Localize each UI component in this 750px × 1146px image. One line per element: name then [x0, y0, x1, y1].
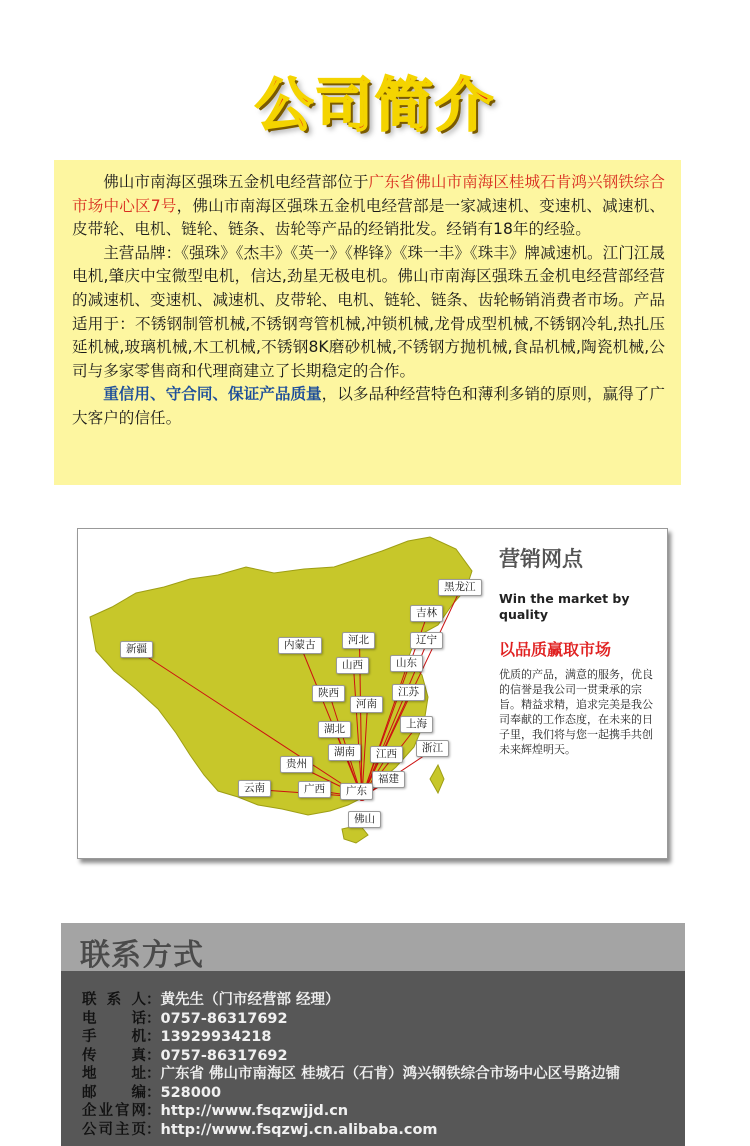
marketing-description: 优质的产品，满意的服务，优良的信誉是我公司一贯秉承的宗旨。精益求精，追求完美是我公司奉献的工作态度，在未来的日子里，我们将与您一起携手共创未来辉煌明天。 [499, 668, 653, 756]
contact-row-phone: 电话 ： 0757-86317692 [82, 1010, 288, 1027]
company-intro [54, 160, 681, 485]
province-label-xinjiang: 新疆 [120, 641, 153, 658]
contact-label: 手机 [82, 1029, 146, 1045]
province-label-jiangsu: 江苏 [392, 684, 425, 701]
marketing-slogan: 以品质赢取市场 [499, 640, 612, 659]
intro-text: ，以多品种经营特色和薄利多销的原则，赢得了广大客户的信任。 [72, 385, 665, 427]
province-label-shandong: 山东 [390, 655, 423, 672]
marketing-english-line: Win the market by quality [499, 591, 630, 622]
contact-rows [82, 991, 682, 1139]
intro-paragraph-2: 主营品牌：《强珠》《杰丰》《英一》《桦锋》《珠一丰》《珠丰》牌减速机。江门江晟电机,肇庆中宝微型电机，信达,劲星无极电机。佛山市南海区强珠五金机电经营部经营的减速机、变速机、减速机、皮带轮、电机、链轮、链条、齿轮畅销消费者市场。产品适用于：不锈钢制管机械,不锈钢弯管机械,冲锁机械,龙骨成型机械,不锈钢冷轧,热扎压延机械,玻璃机械,木工机械,不锈钢8K磨砂机械,不锈钢方抛机械,食品机械,陶瓷机械,公司与多家零售商和代理商建立了长期稳定的合作。 [72, 243, 665, 380]
sales-network-map [77, 528, 668, 859]
province-label-heilongjiang: 黑龙江 [438, 579, 482, 596]
page-title: 公司简介 [254, 71, 495, 139]
intro-text: ，佛山市南海区强珠五金机电经营部是一家减速机、变速机、减速机、皮带轮、电机、链轮、链条、齿轮等产品的经销批发。经销有18年的经验。 [72, 196, 665, 239]
contact-label: 电话 [82, 1010, 146, 1027]
website-link[interactable]: http://www.fsqzwjjd.cn [160, 1103, 349, 1119]
contact-label: 地址 [82, 1066, 146, 1082]
province-label-jilin: 吉林 [410, 605, 443, 622]
contact-section [61, 923, 685, 1146]
province-label-yunnan: 云南 [238, 780, 271, 797]
contact-value: 528000 [160, 1084, 222, 1101]
province-label-hunan: 湖南 [328, 744, 361, 761]
province-label-shanxi: 山西 [336, 657, 369, 674]
contact-row-postcode: 邮编 ： 528000 [82, 1084, 222, 1101]
contact-value: 0757-86317692 [160, 1010, 288, 1027]
contact-title: 联系方式 [80, 938, 204, 973]
province-label-guangdong: 广东 [340, 783, 373, 800]
province-label-guizhou: 贵州 [280, 756, 313, 773]
contact-header-band [61, 923, 685, 971]
contact-row-fax: 传真 ： 0757-86317692 [82, 1047, 288, 1064]
province-label-liaoning: 辽宁 [410, 632, 443, 649]
homepage-link[interactable]: http://www.fsqzwj.cn.alibaba.com [160, 1121, 438, 1138]
contact-row-mobile: 手机 ： 13929934218 [82, 1029, 272, 1045]
intro-text: 佛山市南海区强珠五金机电经营部位于 [103, 173, 369, 191]
contact-value: 13929934218 [160, 1029, 272, 1045]
contact-label: 联系人 [82, 992, 146, 1008]
contact-value: 0757-86317692 [160, 1047, 288, 1064]
company-address-highlight: 广东省佛山市南海区桂城石肯鸿兴钢铁综合市场中心区7号 [72, 173, 665, 215]
contact-row-website[interactable]: 企业官网 ： http://www.fsqzwjjd.cn [82, 1103, 349, 1119]
hub-label-foshan: 佛山 [348, 811, 381, 828]
marketing-title: 营销网点 [499, 547, 583, 571]
contact-label: 传真 [82, 1047, 146, 1064]
province-label-zhejiang: 浙江 [416, 740, 449, 757]
province-label-fujian: 福建 [372, 771, 405, 788]
province-label-neimenggu: 内蒙古 [278, 637, 322, 654]
credit-highlight: 重信用、守合同、保证产品质量 [103, 385, 322, 404]
province-label-shanghai: 上海 [400, 716, 433, 733]
contact-label: 企业官网 [82, 1103, 146, 1119]
province-label-guangxi: 广西 [298, 781, 331, 798]
contact-value: 广东省 佛山市南海区 桂城石（石肯）鸿兴钢铁综合市场中心区号路边铺 [160, 1066, 621, 1082]
province-label-hubei: 湖北 [318, 721, 351, 738]
contact-label: 公司主页 [82, 1121, 146, 1138]
contact-value: 黄先生（门市经营部 经理） [160, 992, 340, 1008]
province-label-hebei: 河北 [342, 632, 375, 649]
contact-label: 邮编 [82, 1084, 146, 1101]
contact-row-person: 联系人 ： 黄先生（门市经营部 经理） [82, 992, 340, 1008]
contact-row-address: 地址 ： 广东省 佛山市南海区 桂城石（石肯）鸿兴钢铁综合市场中心区号路边铺 [82, 1066, 621, 1082]
province-label-jiangxi: 江西 [370, 746, 403, 763]
province-label-shaanxi: 陕西 [312, 685, 345, 702]
contact-row-homepage[interactable]: 公司主页 ： http://www.fsqzwj.cn.alibaba.com [82, 1121, 438, 1138]
intro-paragraph-3 [72, 383, 665, 430]
province-label-henan: 河南 [350, 696, 383, 713]
intro-paragraph-1 [72, 171, 665, 242]
